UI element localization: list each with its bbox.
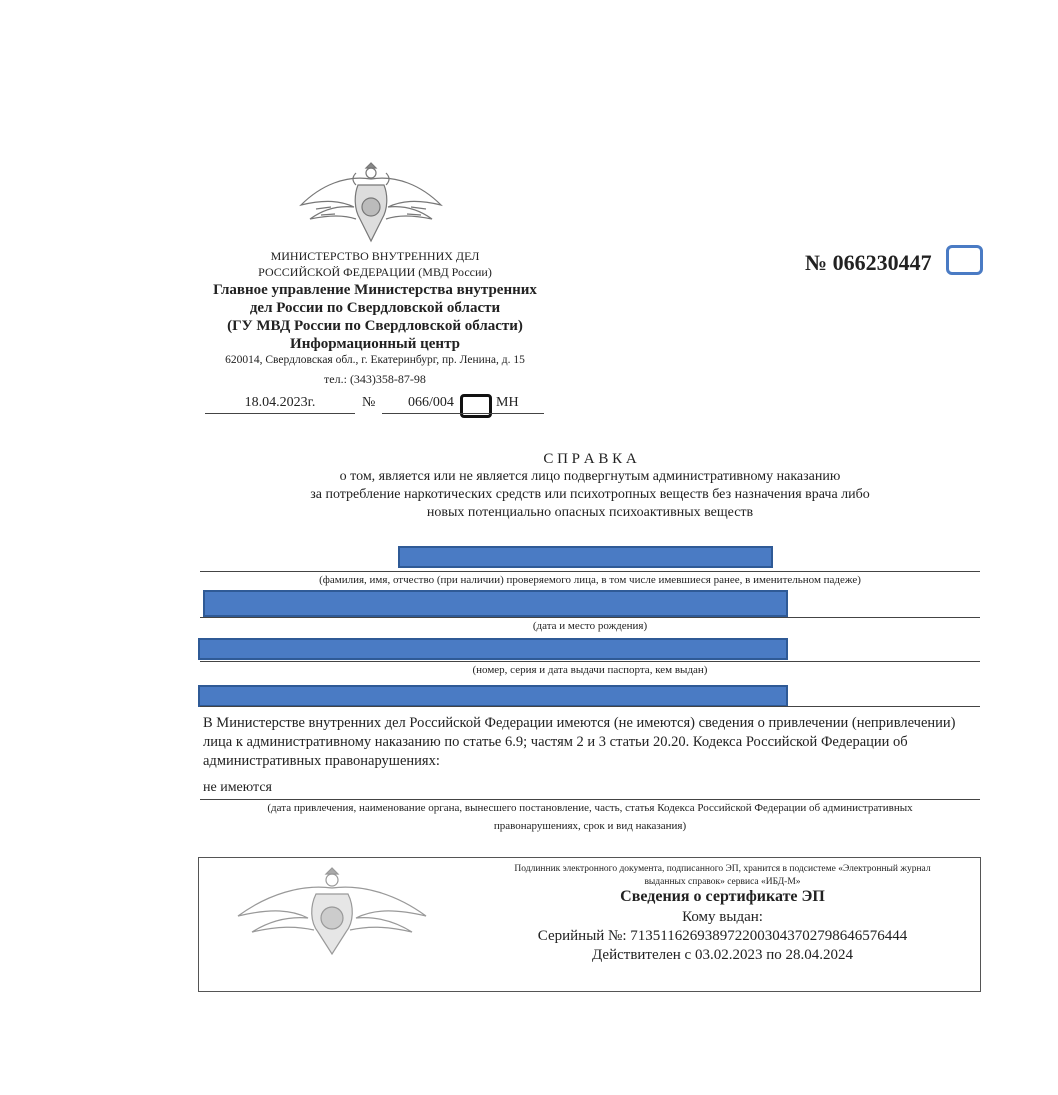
ref-number-label: № bbox=[362, 395, 376, 410]
passport-underline bbox=[200, 661, 980, 662]
extra-underline bbox=[200, 706, 980, 707]
department-line-4: Информационный центр bbox=[290, 336, 460, 352]
answer-caption-line-1: (дата привлечения, наименование органа, вынесшего постановление, часть, статья Кодекса Российской Федерации об административных bbox=[267, 802, 913, 814]
passport-redaction bbox=[198, 638, 788, 660]
ministry-line-2: РОССИЙСКОЙ ФЕДЕРАЦИИ (МВД России) bbox=[258, 265, 492, 279]
signature-emblem-icon bbox=[234, 862, 430, 958]
ministry-line-1: МИНИСТЕРСТВО ВНУТРЕННИХ ДЕЛ bbox=[270, 249, 480, 263]
certificate-title: Сведения о сертификате ЭП bbox=[620, 888, 825, 905]
phone: тел.: (343)358-87-98 bbox=[324, 372, 426, 386]
ref-number-mask bbox=[460, 394, 492, 418]
address: 620014, Свердловская обл., г. Екатеринбург, пр. Ленина, д. 15 bbox=[225, 354, 525, 366]
date-underline bbox=[205, 413, 355, 414]
mvd-emblem-icon bbox=[296, 155, 446, 247]
name-caption: (фамилия, имя, отчество (при наличии) проверяемого лица, в том числе имевшиеся ранее, в именительном падеже) bbox=[319, 574, 861, 586]
department-line-1: Главное управление Министерства внутренних bbox=[213, 282, 537, 298]
title-line-1: о том, является или не является лицо подвергнутым административному наказанию bbox=[339, 469, 841, 484]
department-line-2: дел России по Свердловской области bbox=[249, 300, 501, 316]
birth-caption: (дата и место рождения) bbox=[532, 620, 648, 632]
issue-date: 18.04.2023г. bbox=[244, 395, 316, 410]
birth-redaction bbox=[203, 590, 788, 617]
passport-caption: (номер, серия и дата выдачи паспорта, кем выдан) bbox=[472, 664, 708, 676]
extra-redaction bbox=[198, 685, 788, 707]
signature-note-line-2: выданных справок» сервиса «ИБД-М» bbox=[644, 877, 801, 887]
name-redaction bbox=[398, 546, 773, 568]
ref-underline bbox=[382, 413, 544, 414]
name-underline bbox=[200, 571, 980, 572]
document-number-mask bbox=[946, 245, 983, 275]
title-line-2: за потребление наркотических средств или психотропных веществ без назначения врача либо bbox=[310, 487, 870, 502]
certificate-serial: Серийный №: 713511626938972200304370279864657644​4 bbox=[537, 928, 908, 944]
answer-caption-line-2: правонарушениях, срок и вид наказания) bbox=[493, 820, 687, 832]
department-line-3: (ГУ МВД России по Свердловской области) bbox=[227, 318, 523, 334]
body-paragraph: В Министерстве внутренних дел Российской Федерации имеются (не имеются) сведения о привлечении (непривлечении) лица к административному наказанию по статье 6.9; частям 2 и 3 статьи 20.20. Кодекса Российской Федерации об административных правонарушениях: bbox=[203, 715, 956, 769]
certificate-issued-to: Кому выдан: bbox=[682, 909, 763, 925]
title-line-3: новых потенциально опасных психоактивных веществ bbox=[426, 505, 754, 520]
birth-underline bbox=[200, 617, 980, 618]
document-title: С П Р А В К А bbox=[543, 451, 637, 467]
signature-note-line-1: Подлинник электронного документа, подписанного ЭП, хранится в подсистеме «Электронный журнал bbox=[514, 864, 931, 874]
ref-number-suffix: МН bbox=[496, 395, 519, 410]
answer-value: не имеются bbox=[203, 780, 272, 795]
ref-number-prefix: 066/004 bbox=[408, 395, 454, 410]
certificate-validity: Действителен с 03.02.2023 по 28.04.2024 bbox=[592, 947, 853, 963]
document-number: № 066230447 bbox=[805, 250, 932, 275]
answer-underline bbox=[200, 799, 980, 800]
